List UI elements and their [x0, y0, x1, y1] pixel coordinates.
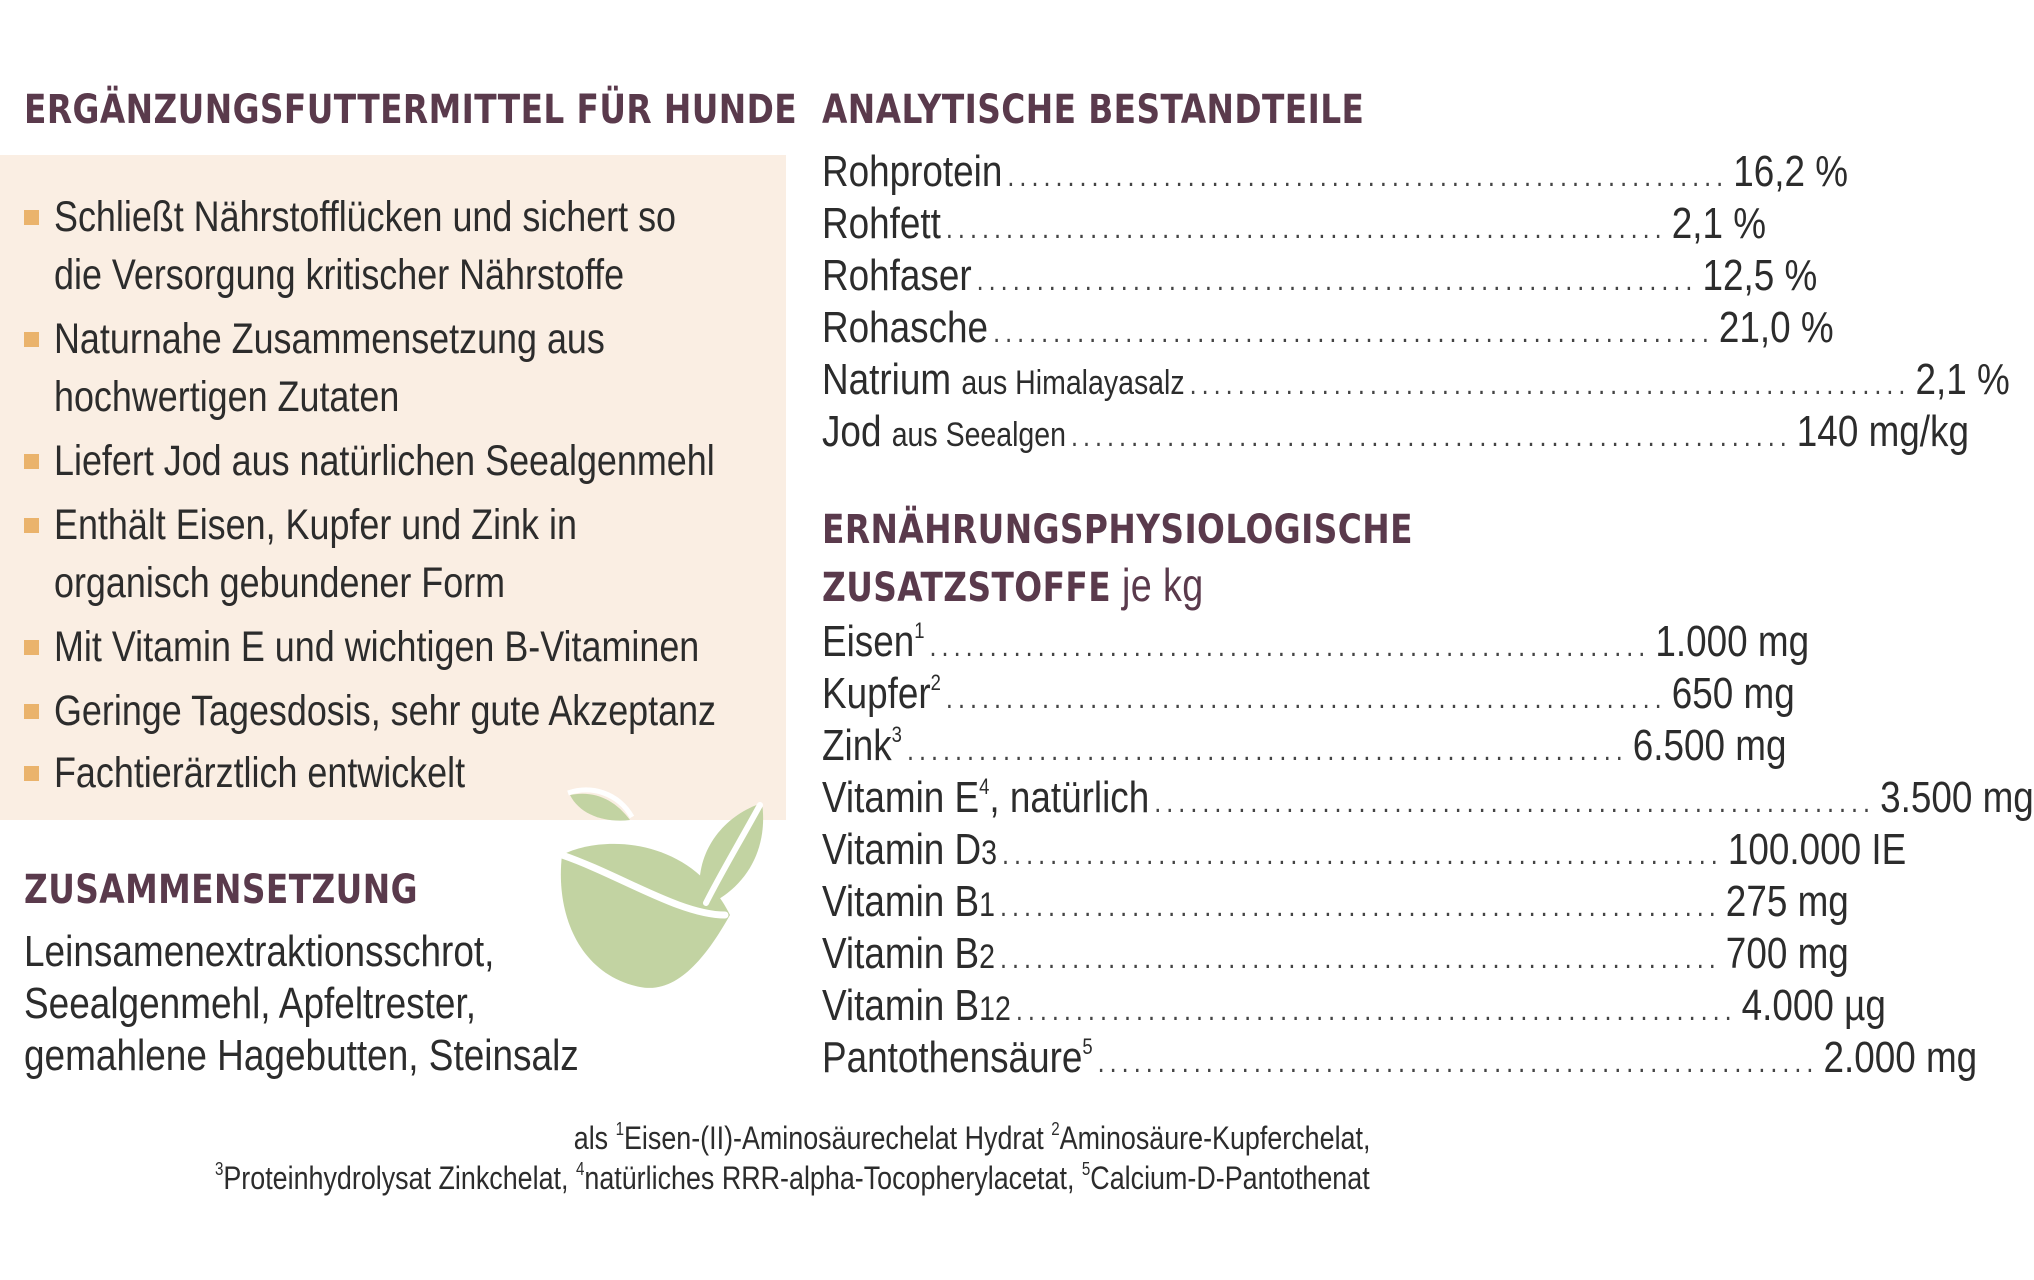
additive-row — [822, 772, 2034, 824]
footnote-marker: 2 — [930, 670, 941, 695]
row-content — [822, 824, 1907, 876]
vitamin-subscript: 12 — [979, 990, 1011, 1028]
footnote-marker: 3 — [891, 722, 902, 747]
additive-value: 4.000 µg — [1741, 981, 1886, 1030]
nutrient-value: 2,1 % — [1671, 199, 1767, 248]
feature-text — [54, 496, 772, 612]
additive-row — [822, 1032, 1978, 1084]
additive-label — [822, 980, 1011, 1035]
nutrient-name: Rohfett — [822, 199, 941, 248]
nutrient-label — [822, 250, 972, 302]
dot-leader: ............................................................ — [945, 682, 1667, 715]
feature-line: Enthält Eisen, Kupfer und Zink in — [54, 501, 577, 549]
additive-row — [822, 668, 1795, 720]
additive-name: Vitamin E — [822, 773, 980, 822]
row-content — [822, 980, 1886, 1032]
nutrient-label — [822, 406, 1066, 461]
dot-leader: ............................................................ — [1000, 890, 1721, 923]
nutrient-label — [822, 198, 941, 250]
vitamin-subscript: 3 — [981, 834, 998, 872]
feature-line: Geringe Tagesdosis, sehr gute Akzeptanz — [54, 687, 716, 735]
vitamin-subscript: 2 — [979, 938, 995, 976]
analytical-heading: ANALYTISCHE BESTANDTEILE — [822, 87, 1365, 133]
bullet-square-icon — [24, 766, 39, 781]
row-content — [822, 876, 1849, 928]
feature-text — [54, 682, 772, 740]
additive-label — [822, 824, 997, 879]
bullet-square-icon — [24, 454, 39, 469]
feature-text — [54, 432, 772, 490]
nutrient-label — [822, 354, 1185, 409]
feature-text — [54, 618, 772, 676]
composition-line: gemahlene Hagebutten, Steinsalz — [24, 1031, 579, 1080]
bullet-square-icon — [24, 640, 39, 655]
additive-name: Eisen — [822, 617, 915, 666]
additive-value: 650 mg — [1671, 669, 1795, 718]
dot-leader: ............................................................ — [976, 264, 1698, 297]
nutrient-source: aus Seealgen — [891, 416, 1066, 454]
nutrient-value: 12,5 % — [1702, 251, 1818, 300]
additive-label — [822, 772, 1149, 824]
footnote-marker: 4 — [979, 774, 990, 799]
additives-heading-line2: ZUSATZSTOFFE je kg — [822, 559, 1204, 611]
dot-leader: ............................................................ — [906, 734, 1628, 767]
nutrient-name: Rohfaser — [822, 251, 972, 300]
footnote-line-1: als $^1$Eisen-(II)-Aminosäurechelat Hydrat $^2$Aminosäure-Kupferchelat, — [573, 1119, 1370, 1156]
additive-label — [822, 616, 925, 668]
additive-value: 275 mg — [1725, 877, 1849, 926]
additive-label — [822, 928, 995, 983]
leaf-illustration — [540, 765, 780, 1005]
dot-leader: ............................................................ — [1002, 838, 1723, 871]
feature-line: Naturnahe Zusammensetzung aus — [54, 315, 605, 363]
additive-value: 2.000 mg — [1823, 1033, 1978, 1082]
additive-name: Pantothensäure — [822, 1033, 1083, 1082]
additive-name: Vitamin B — [822, 877, 980, 926]
nutrient-value: 21,0 % — [1718, 303, 1834, 352]
additive-label — [822, 668, 941, 720]
nutrient-value: 140 mg/kg — [1796, 407, 1969, 456]
dot-leader: ............................................................ — [929, 630, 1651, 663]
row-content — [822, 772, 2034, 824]
tiny-leaf-icon — [570, 794, 630, 821]
row-content — [822, 302, 1834, 354]
additive-row — [822, 824, 1907, 876]
composition-line: Seealgenmehl, Apfeltrester, — [24, 979, 477, 1028]
row-content — [822, 250, 1818, 302]
bullet-square-icon — [24, 210, 39, 225]
additive-row — [822, 980, 1886, 1032]
bullet-square-icon — [24, 518, 39, 533]
additive-value: 6.500 mg — [1632, 721, 1787, 770]
row-content — [822, 720, 1787, 772]
dot-leader: ............................................................ — [1007, 160, 1729, 193]
analytical-row — [822, 250, 1818, 302]
additive-value: 3.500 mg — [1880, 773, 2034, 822]
nutrient-name: Rohprotein — [822, 147, 1003, 196]
additive-row — [822, 616, 1810, 668]
row-content — [822, 1032, 1978, 1084]
additive-suffix: , natürlich — [989, 773, 1150, 822]
analytical-row — [822, 198, 1767, 250]
additive-label — [822, 720, 902, 772]
vitamin-subscript: 1 — [979, 886, 995, 924]
row-content — [822, 406, 1969, 458]
row-content — [822, 928, 1849, 980]
additive-name: Vitamin B — [822, 981, 980, 1030]
bullet-square-icon — [24, 332, 39, 347]
additive-name: Vitamin B — [822, 929, 980, 978]
row-content — [822, 354, 2010, 406]
feature-text — [54, 310, 772, 426]
nutrient-name: Jod — [822, 407, 882, 456]
feature-line: Liefert Jod aus natürlichen Seealgenmehl — [54, 437, 715, 485]
footnote-line-2: $^3$Proteinhydrolysat Zinkchelat, $^4$natürliches RRR-alpha-Tocopherylacetat, $^5$Calcium-D-Pantothenat — [215, 1159, 1370, 1196]
feature-line: Mit Vitamin E und wichtigen B-Vitaminen — [54, 623, 700, 671]
nutrient-source: aus Himalayasalz — [961, 364, 1185, 402]
composition-heading: ZUSAMMENSETZUNG — [24, 867, 418, 913]
nutrient-label — [822, 146, 1002, 198]
feature-text — [54, 188, 772, 304]
dot-leader: ............................................................ — [1071, 420, 1792, 453]
dot-leader: ............................................................ — [1000, 942, 1721, 975]
nutrient-value: 16,2 % — [1733, 147, 1849, 196]
additive-value: 100.000 IE — [1727, 825, 1907, 874]
row-content — [822, 616, 1810, 668]
feature-line: organisch gebundener Form — [54, 559, 506, 607]
nutrient-name: Rohasche — [822, 303, 989, 352]
additive-name: Vitamin D — [822, 825, 982, 874]
footnote-marker: 1 — [914, 618, 925, 643]
additive-label — [822, 876, 995, 931]
composition-line: Leinsamenextraktionsschrot, — [24, 927, 495, 976]
dot-leader: ............................................................ — [945, 212, 1667, 245]
row-content — [822, 668, 1795, 720]
additive-value: 700 mg — [1725, 929, 1849, 978]
additive-label — [822, 1032, 1093, 1084]
additive-row — [822, 928, 1849, 980]
additives-heading: ERNÄHRUNGSPHYSIOLOGISCHE — [822, 507, 1413, 553]
additive-row — [822, 720, 1787, 772]
feature-line: hochwertigen Zutaten — [54, 373, 400, 421]
row-content — [822, 198, 1767, 250]
dot-leader: ............................................................ — [1097, 1046, 1819, 1079]
nutrient-value: 2,1 % — [1915, 355, 2010, 404]
product-type-heading: ERGÄNZUNGSFUTTERMITTEL FÜR HUNDE — [24, 87, 798, 133]
dot-leader: ............................................................ — [993, 316, 1714, 349]
additive-name: Zink — [822, 721, 892, 770]
feature-line: Fachtierärztlich entwickelt — [54, 749, 466, 797]
per-kg-label: je kg — [1121, 559, 1204, 611]
additive-value: 1.000 mg — [1655, 617, 1810, 666]
analytical-row — [822, 302, 1834, 354]
additive-row — [822, 876, 1849, 928]
row-content — [822, 146, 1849, 198]
analytical-row — [822, 406, 1969, 458]
analytical-row — [822, 146, 1849, 198]
nutrient-name: Natrium — [822, 355, 952, 404]
dot-leader: ............................................................ — [1015, 994, 1737, 1027]
feature-line: die Versorgung kritischer Nährstoffe — [54, 251, 625, 299]
dot-leader: ............................................................ — [1154, 786, 1876, 819]
nutrient-label — [822, 302, 988, 354]
bullet-square-icon — [24, 704, 39, 719]
dot-leader: ............................................................ — [1189, 368, 1911, 401]
feature-line: Schließt Nährstofflücken und sichert so — [54, 193, 676, 241]
footnote-marker: 5 — [1082, 1034, 1093, 1059]
additive-name: Kupfer — [822, 669, 931, 718]
analytical-row — [822, 354, 2010, 406]
